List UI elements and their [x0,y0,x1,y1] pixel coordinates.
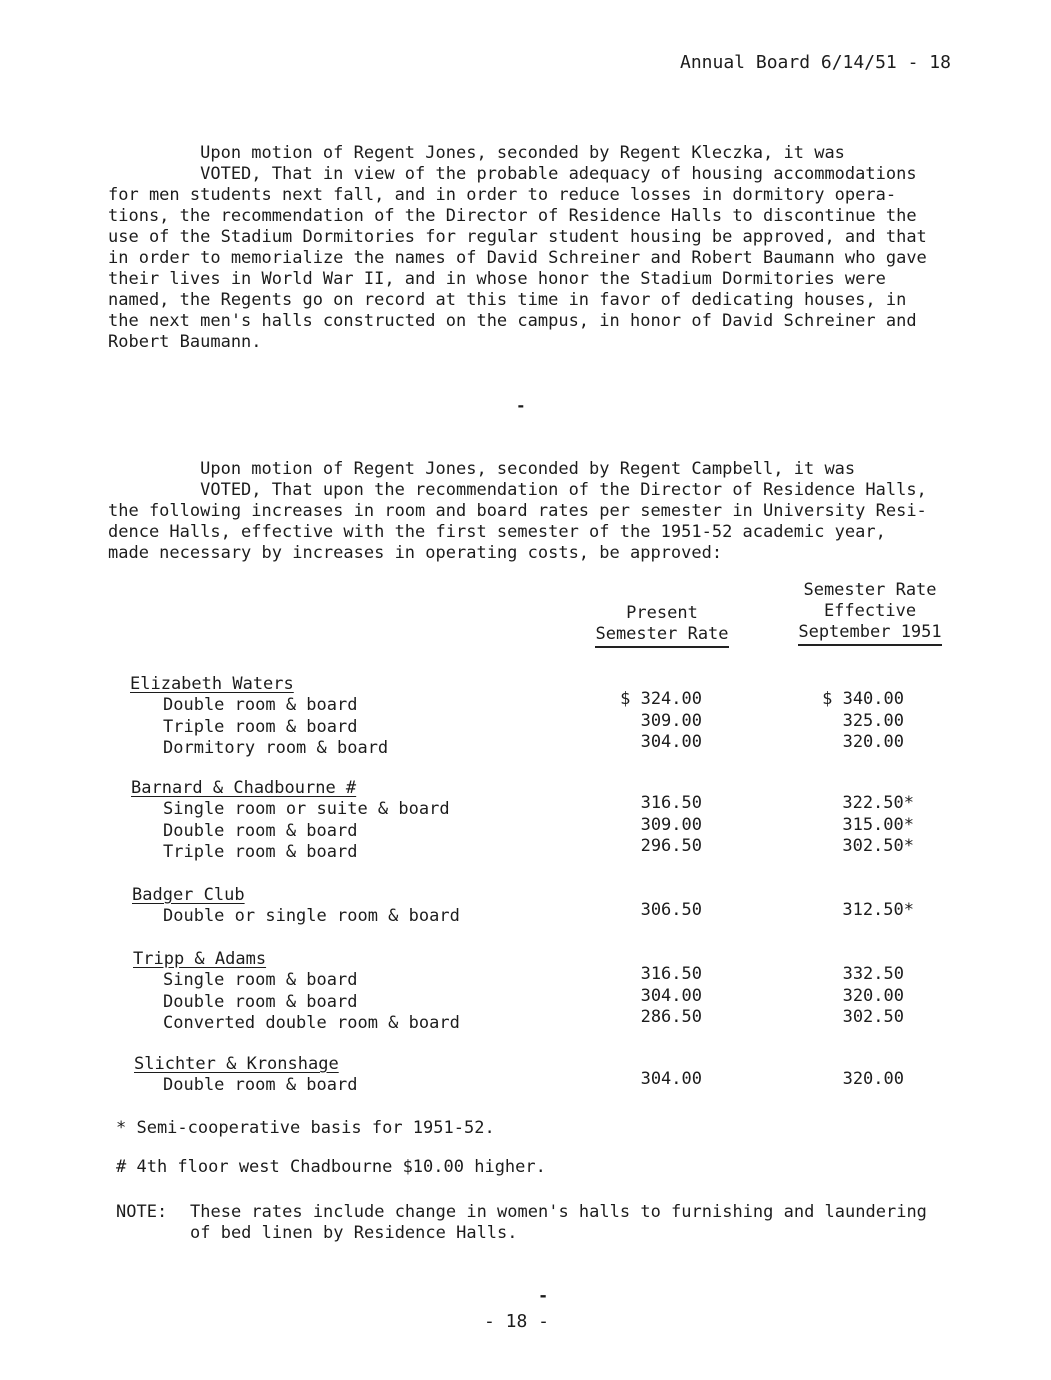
present-rate-value: 304.00 [640,1069,702,1089]
paragraph-line: Upon motion of Regent Jones, seconded by Regent Kleczka, it was [108,143,845,163]
present-rate-value: 309.00 [640,710,702,731]
column-header-line: Semester Rate [595,624,728,648]
present-rate-value: 304.00 [640,732,702,752]
motion-paragraph-rate-increase [108,459,927,564]
paragraph-line: VOTED, That in view of the probable adequacy of housing accommodations [108,164,917,184]
effective-rate-value: 302.50 [842,1007,904,1027]
column-header-line: Semester Rate [803,580,937,600]
room-type-label: Single room & board [163,970,358,990]
effective-rate-value: 320.00 [842,732,904,752]
footnote-semi-cooperative: * Semi-cooperative basis for 1951-52. [116,1118,495,1138]
room-type-label: Triple room & board [163,716,358,737]
footer-dash: - [538,1286,549,1306]
paragraph-line: use of the Stadium Dormitories for regular student housing be approved, and that [108,227,927,247]
footnote-chadbourne: # 4th floor west Chadbourne $10.00 higher. [116,1157,546,1177]
room-type-label: Single room or suite & board [163,799,450,819]
note-text-line: of bed linen by Residence Halls. [190,1223,518,1243]
column-header-present-rate [592,603,732,648]
motion-paragraph-stadium-dormitories [108,143,927,353]
effective-rate-value: 325.00 [842,710,904,731]
room-type-label: Double or single room & board [163,906,460,926]
effective-rate-value: $ 340.00 [822,689,904,709]
present-rate-value: 309.00 [640,814,702,835]
residence-hall-name: Slichter & Kronshage [134,1054,339,1074]
room-type-label: Converted double room & board [163,1013,460,1033]
room-type-label: Double room & board [163,820,358,841]
section-separator: - [516,396,526,415]
paragraph-line: the next men's halls constructed on the campus, in honor of David Schreiner and [108,311,917,331]
present-rate-value: 316.50 [640,793,702,813]
paragraph-line: tions, the recommendation of the Director of Residence Halls to discontinue the [108,206,917,226]
present-rate-value: 286.50 [640,1007,702,1027]
present-rate-value: 304.00 [640,985,702,1006]
paragraph-line: Upon motion of Regent Jones, seconded by Regent Campbell, it was [108,459,856,479]
column-header-effective-rate [790,580,950,646]
paragraph-line: the following increases in room and board rates per semester in University Resi- [108,501,927,521]
present-rate-value: $ 324.00 [620,689,702,709]
room-type-label: Double room & board [163,991,358,1012]
paragraph-line: in order to memorialize the names of David Schreiner and Robert Baumann who gave [108,248,927,268]
note-text-line: These rates include change in women's halls to furnishing and laundering [190,1202,927,1222]
present-rate-value: 306.50 [640,900,702,920]
paragraph-line: Robert Baumann. [108,332,262,352]
paragraph-line: dence Halls, effective with the first semester of the 1951-52 academic year, [108,522,886,542]
residence-hall-name: Tripp & Adams [133,949,267,969]
present-rate-value: 296.50 [640,836,702,856]
column-header-line: Present [626,603,698,623]
room-type-label: Triple room & board [163,842,358,862]
effective-rate-value: 322.50* [842,793,914,813]
note-label: NOTE: [116,1202,168,1222]
column-header-line: September 1951 [798,622,941,646]
present-rate-value: 316.50 [640,964,702,984]
effective-rate-value: 315.00* [842,814,914,835]
effective-rate-value: 302.50* [842,836,914,856]
page-number: - 18 - [484,1311,550,1332]
column-header-line: Effective [823,601,917,621]
effective-rate-value: 320.00 [842,1069,904,1089]
residence-hall-name: Elizabeth Waters [130,674,294,694]
effective-rate-value: 320.00 [842,985,904,1006]
paragraph-line: VOTED, That upon the recommendation of the Director of Residence Halls, [108,480,927,500]
paragraph-line: their lives in World War II, and in whose honor the Stadium Dormitories were [108,269,886,289]
page-header: Annual Board 6/14/51 - 18 [680,52,951,73]
residence-hall-name: Barnard & Chadbourne # [131,778,357,798]
residence-hall-name: Badger Club [132,885,245,905]
paragraph-line: for men students next fall, and in order to reduce losses in dormitory opera- [108,185,897,205]
effective-rate-value: 332.50 [842,964,904,984]
room-type-label: Dormitory room & board [163,738,389,758]
room-type-label: Double room & board [163,695,358,715]
effective-rate-value: 312.50* [842,900,914,920]
paragraph-line: named, the Regents go on record at this time in favor of dedicating houses, in [108,290,907,310]
room-type-label: Double room & board [163,1075,358,1095]
paragraph-line: made necessary by increases in operating costs, be approved: [108,543,723,563]
